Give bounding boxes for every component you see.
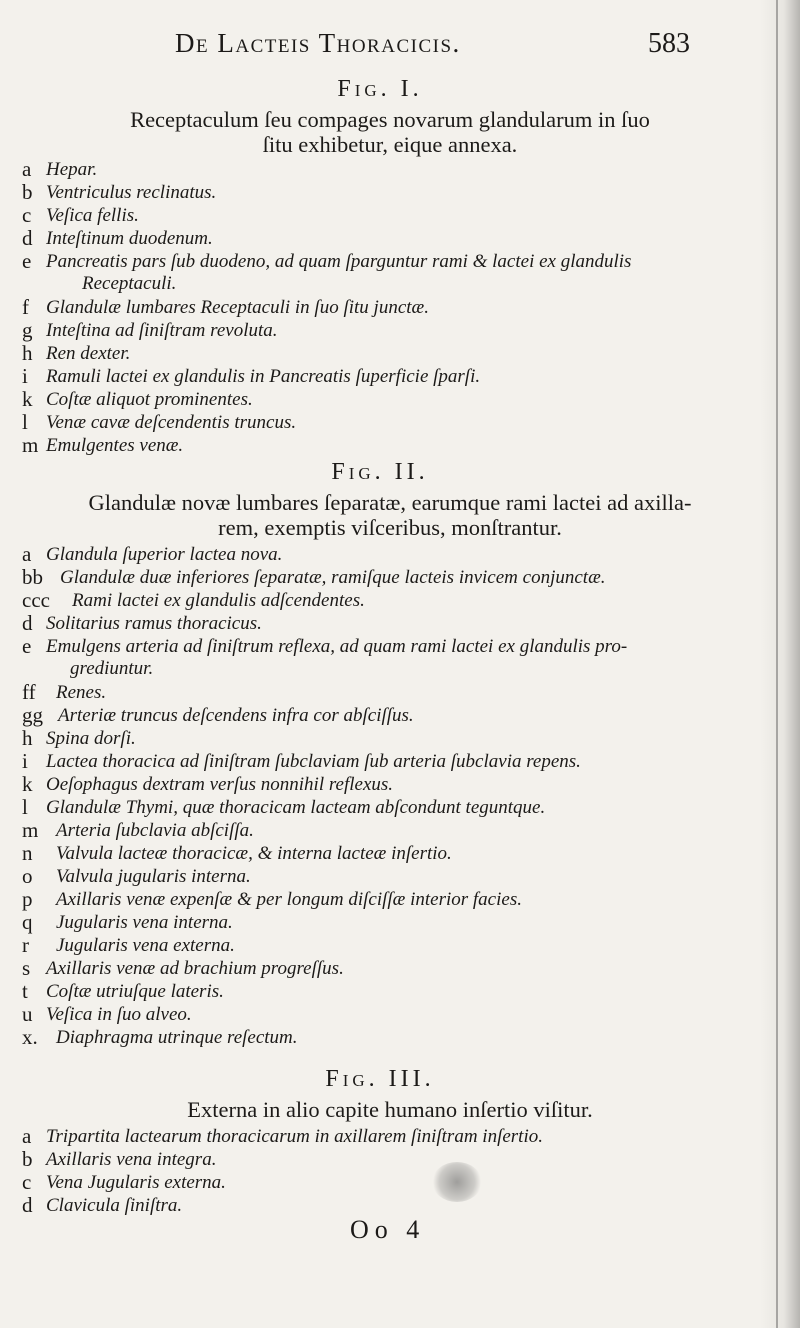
legend-key: i bbox=[22, 364, 28, 388]
legend-text: Inteſtinum duodenum. bbox=[46, 228, 213, 249]
legend-key: k bbox=[22, 772, 33, 796]
figure-caption bbox=[70, 107, 710, 157]
page-edge-line bbox=[776, 0, 778, 1328]
legend-key: q bbox=[22, 910, 33, 934]
page-number: 583 bbox=[648, 28, 690, 59]
legend-key: g bbox=[22, 318, 33, 342]
figure-heading: Fig. I. bbox=[337, 76, 423, 102]
legend-key: l bbox=[22, 795, 28, 819]
legend-text: Clavicula ſiniſtra. bbox=[46, 1195, 183, 1216]
legend-key: d bbox=[22, 1193, 33, 1217]
caption-line: rem, exemptis viſceribus, monſtrantur. bbox=[218, 515, 562, 540]
legend-key: m bbox=[22, 818, 39, 842]
legend-key: o bbox=[22, 864, 33, 888]
legend-text: Ramuli lactei ex glandulis in Pancreatis ſuperficie ſparſi. bbox=[46, 366, 481, 387]
legend-key: r bbox=[22, 933, 29, 957]
legend-text: Hepar. bbox=[46, 159, 98, 180]
legend-key: a bbox=[22, 542, 32, 566]
legend-key: b bbox=[22, 1147, 33, 1171]
legend-key: c bbox=[22, 203, 32, 227]
legend-text: Valvula jugularis interna. bbox=[56, 866, 251, 887]
legend-text: Emulgentes venæ. bbox=[46, 435, 184, 456]
caption-line: Receptaculum ſeu compages novarum glandularum in ſuo bbox=[130, 107, 650, 132]
legend-text: Axillaris vena integra. bbox=[46, 1149, 217, 1170]
legend-text: Emulgens arteria ad ſiniſtrum reflexa, ad quam rami lactei ex glandulis pro- bbox=[46, 636, 628, 657]
legend-key: n bbox=[22, 841, 33, 865]
legend-text: Veſica fellis. bbox=[46, 205, 139, 226]
legend-text: Renes. bbox=[56, 682, 107, 703]
legend-text: Ventriculus reclinatus. bbox=[46, 182, 217, 203]
figure-caption bbox=[60, 490, 720, 540]
legend-key: i bbox=[22, 749, 28, 773]
legend-text: Glandula ſuperior lactea nova. bbox=[46, 544, 283, 565]
legend-text: Valvula lacteæ thoracicæ, & interna lacteæ inſertio. bbox=[56, 843, 452, 864]
legend-key: a bbox=[22, 157, 32, 181]
legend-text: Solitarius ramus thoracicus. bbox=[46, 613, 262, 634]
legend-text: Spina dorſi. bbox=[46, 728, 136, 749]
legend-text: Diaphragma utrinque reſectum. bbox=[56, 1027, 298, 1048]
legend-text: Glandulæ Thymi, quæ thoracicam lacteam abſcondunt teguntque. bbox=[46, 797, 546, 818]
page-edge-shadow bbox=[760, 0, 800, 1328]
legend-text: Jugularis vena externa. bbox=[56, 935, 235, 956]
legend-key: t bbox=[22, 979, 28, 1003]
legend-key: bb bbox=[22, 565, 43, 589]
legend-key: x. bbox=[22, 1025, 38, 1049]
legend-key: b bbox=[22, 180, 33, 204]
legend-key: k bbox=[22, 387, 33, 411]
caption-line: Glandulæ novæ lumbares ſeparatæ, earumque rami lactei ad axilla- bbox=[88, 490, 692, 515]
legend-text: Vena Jugularis externa. bbox=[46, 1172, 226, 1193]
legend-text: Lactea thoracica ad ſiniſtram ſubclaviam ſub arteria ſubclavia repens. bbox=[46, 751, 581, 772]
legend-text: Glandulæ duæ inferiores ſeparatæ, ramiſque lacteis invicem conjunctæ. bbox=[60, 567, 606, 588]
legend-text: Pancreatis pars ſub duodeno, ad quam ſparguntur rami & lactei ex glandulis bbox=[46, 251, 632, 272]
legend-key: e bbox=[22, 634, 32, 658]
legend-key: e bbox=[22, 249, 32, 273]
page-header bbox=[0, 24, 800, 64]
legend-text: Jugularis vena interna. bbox=[56, 912, 233, 933]
legend-key: a bbox=[22, 1124, 32, 1148]
legend-key: ff bbox=[22, 680, 36, 704]
legend-text: Rami lactei ex glandulis adſcendentes. bbox=[72, 590, 365, 611]
legend-text: Coſtæ utriuſque lateris. bbox=[46, 981, 224, 1002]
legend-key: ccc bbox=[22, 588, 50, 612]
legend-key: f bbox=[22, 295, 29, 319]
legend-key: c bbox=[22, 1170, 32, 1194]
legend-key: h bbox=[22, 341, 33, 365]
legend-text: Tripartita lactearum thoracicarum in axillarem ſiniſtram inſertio. bbox=[46, 1126, 543, 1147]
legend-continuation: grediuntur. bbox=[70, 658, 154, 679]
legend-key: p bbox=[22, 887, 33, 911]
legend-text: Oeſophagus dextram verſus nonnihil reflexus. bbox=[46, 774, 394, 795]
legend-key: l bbox=[22, 410, 28, 434]
legend-text: Glandulæ lumbares Receptaculi in ſuo ſitu junctæ. bbox=[46, 297, 429, 318]
legend-text: Axillaris venæ expenſæ & per longum diſciſſæ interior facies. bbox=[56, 889, 522, 910]
legend-text: Axillaris venæ ad brachium progreſſus. bbox=[46, 958, 344, 979]
legend-key: s bbox=[22, 956, 31, 980]
legend-text: Venæ cavæ deſcendentis truncus. bbox=[46, 412, 297, 433]
legend-key: gg bbox=[22, 703, 43, 727]
legend-text: Veſica in ſuo alveo. bbox=[46, 1004, 192, 1025]
legend-text: Coſtæ aliquot prominentes. bbox=[46, 389, 253, 410]
caption-line: ſitu exhibetur, eique annexa. bbox=[262, 132, 518, 157]
legend-text: Inteſtina ad ſiniſtram revoluta. bbox=[46, 320, 278, 341]
legend-key: m bbox=[22, 433, 39, 457]
legend-key: u bbox=[22, 1002, 33, 1026]
figure-caption bbox=[70, 1097, 710, 1122]
legend-key: h bbox=[22, 726, 33, 750]
signature-mark: Oo 4 bbox=[350, 1215, 426, 1244]
legend-text: Arteriæ truncus deſcendens infra cor abſciſſus. bbox=[58, 705, 414, 726]
running-title: De Lacteis Thoracicis. bbox=[175, 28, 461, 58]
caption-line: Externa in alio capite humano inſertio viſitur. bbox=[187, 1097, 593, 1122]
ink-stain bbox=[432, 1162, 482, 1202]
legend-key: d bbox=[22, 226, 33, 250]
legend-text: Arteria ſubclavia abſciſſa. bbox=[56, 820, 254, 841]
legend-continuation: Receptaculi. bbox=[82, 273, 177, 294]
figure-heading: Fig. III. bbox=[325, 1066, 435, 1092]
legend-key: d bbox=[22, 611, 33, 635]
legend-text: Ren dexter. bbox=[46, 343, 131, 364]
figure-heading: Fig. II. bbox=[331, 459, 429, 485]
